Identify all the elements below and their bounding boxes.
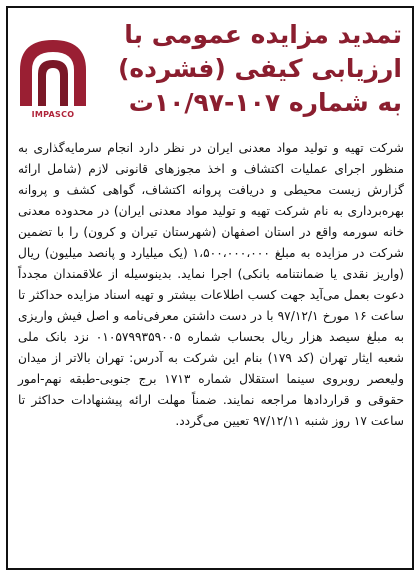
notice-body (18, 138, 404, 432)
title-line-2: ارزیابی کیفی (فشرده) (117, 54, 402, 83)
logo-mark (16, 36, 90, 108)
notice-title (92, 18, 402, 120)
title-line-1: تمدید مزایده عمومی با (124, 20, 402, 49)
auction-notice (6, 6, 414, 570)
notice-body-text: شرکت تهیه و تولید مواد معدنی ایران در نظر دارد انجام سرمایه‌گذاری به منظور اجرای عملیات اکتشاف و اخذ مجوزهای قانونی لازم (شامل ارائه گزارش زیست محیطی و دریافت پروانه اکتشاف، گواهی کشف و پروانه بهره‌برداری به نام شرکت تهیه و تولید مواد معدنی ایران) در محدوده معدنی خانه سورمه واقع در استان اصفهان (شهرستان تیران و کرون) را با تضمین شرکت در مزایده به مبلغ ۱،۵۰۰،۰۰۰،۰۰۰ (یک میلیارد و پانصد میلیون) ریال (واریز نقدی یا ضمانتنامه بانکی) اجرا نماید. بدینوسیله از علاقمندان مجدداً دعوت بعمل می‌آید جهت کسب اطلاعات بیشتر و تهیه اسناد مزایده حداکثر تا ساعت ۱۶ مورخ ۹۷/۱۲/۱ با در دست داشتن معرفی‌نامه و اصل فیش واریزی به مبلغ سیصد هزار ریال بحساب شماره ۰۱۰۵۷۹۹۳۵۹۰۰۵ نزد بانک ملی شعبه ایثار تهران (کد ۱۷۹) بنام این شرکت به آدرس: تهران بالاتر از میدان ولیعصر روبروی سینما استقلال شماره ۱۷۱۳ برج جنوبی-طبقه نهم-امور حقوقی و قراردادها مراجعه نمایند. ضمناً مهلت ارائه پیشنهادات حداکثر تا ساعت ۱۷ روز شنبه ۹۷/۱۲/۱۱ تعیین می‌گردد. (18, 141, 404, 428)
title-line-3: به شماره ۱۰۷-۱۰/۹۷ت (128, 88, 402, 117)
notice-header (8, 8, 412, 136)
logo-text: IMPASCO (31, 110, 75, 119)
impasco-logo-icon (16, 36, 90, 122)
